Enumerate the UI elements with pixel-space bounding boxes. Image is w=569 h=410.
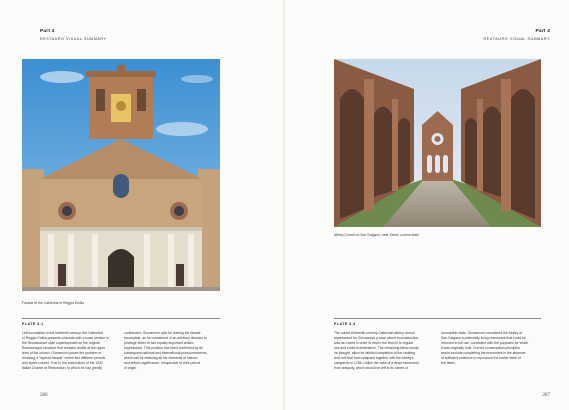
body-column-1: Left incomplete in the sixteenth century, the Cathedral of Reggio Emilia presents a facade with a lower section in the Renaissance style superimposed on the original Romanesque structure that remains visible at the upper level of the church. Giovannoni poses the problem of restoring a "layered facade" where two different periods and styles coexist. True to the instructions of the 1932 Italian Charter of Restoration, to which he had greatly	[22, 331, 109, 370]
divider	[334, 318, 541, 319]
photo-caption: Facade of the Cathedral of Reggio Emilia	[22, 301, 85, 305]
divider	[22, 318, 220, 319]
abbey-image	[334, 59, 541, 227]
part-label: Part 4	[40, 29, 55, 34]
left-page	[0, 0, 284, 410]
page-number: 286	[40, 393, 48, 398]
body-column-2: incomplete state, Giovannoni considered the Abbey of San Galgano a potentially living monument that could be returned to full use, consistent with the purposes for which it was originally built. Current conservation principles would exclude completing the monument in the absence of sufficient evidence to reproduce the earlier state of the fabric.	[441, 331, 529, 365]
plate-label: PLATE 4.4	[334, 322, 356, 326]
cathedral-photo	[22, 59, 220, 291]
abbey-photo	[334, 59, 541, 227]
photo-caption: Abbey Church of San Galgano, near Siena: current state	[334, 233, 420, 237]
section-label: RESTAURO VISUAL SUMMARY	[40, 37, 107, 41]
section-label: RESTAURO VISUAL SUMMARY	[483, 37, 550, 41]
plate-label: PLATE 4.1	[22, 322, 44, 326]
cathedral-image	[22, 59, 220, 291]
body-column-2: contributed, Giovannoni opts for leaving the facade incomplete, as he considered in an arbitrary decision to privilege either of two equally important artistic expressions. This position has been confirmed by all subsequent national and international pronouncements, which call for retaining all the elements of historic and artistic significance, irrespective of their period of origin.	[124, 331, 208, 370]
page-number: 287	[542, 393, 550, 398]
body-column-1: The ruined thirteenth-century Cistercian abbey church represented for Giovannoni a case where reconstruction was as rooted in order to return the church to regular use and entire maintenance. The remaining fabric would, he thought, allow for faithful completion of the vaulting and roof that had collapsed together with the Abbey's campanile in 1786. Unlike the case of a dead monument from antiquity, which should be left in its ruined or	[334, 331, 420, 370]
right-page	[285, 0, 569, 410]
part-label: Part 4	[535, 29, 550, 34]
